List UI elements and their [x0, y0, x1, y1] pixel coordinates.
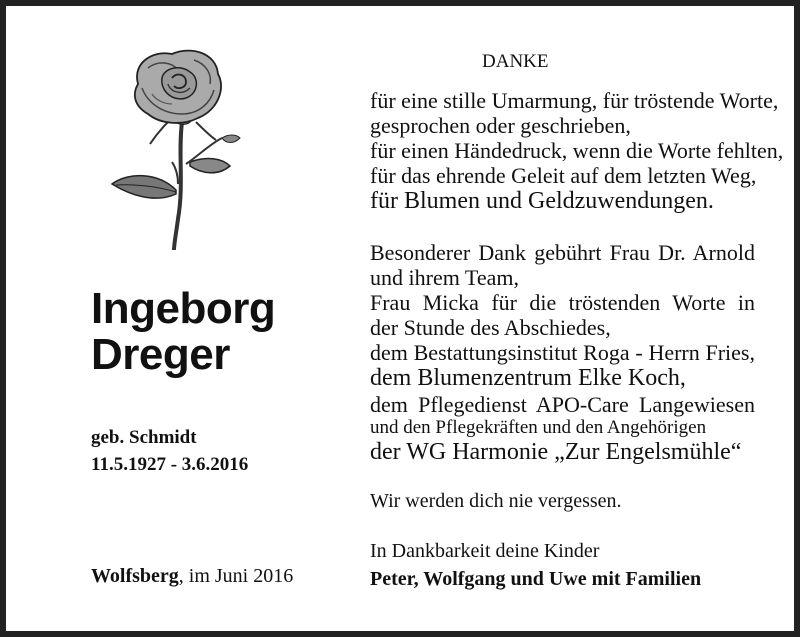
place-name: Wolfsberg: [91, 565, 179, 587]
place-date-line: [91, 565, 293, 588]
signature-line: Peter, Wolfgang und Uwe mit Familien: [370, 568, 702, 590]
text-line: und ihrem Team,: [370, 265, 519, 290]
text-line: Frau Micka für die tröstenden Worte in: [370, 290, 755, 315]
text-line: für Blumen und Geldzuwendungen.: [370, 188, 714, 214]
text-line: dem Pflegedienst APO-Care Langewiesen: [370, 392, 755, 417]
deceased-last-name: Dreger: [91, 330, 230, 379]
text-line: gesprochen oder geschrieben,: [370, 113, 631, 138]
life-dates: 11.5.1927 - 3.6.2016: [91, 454, 249, 475]
text-line: dem Bestattungsinstitut Roga - Herrn Fries,: [370, 340, 755, 365]
thanks-paragraph-2: [370, 240, 755, 466]
rose-icon: [98, 44, 248, 254]
gratitude-line: In Dankbarkeit deine Kinder: [370, 540, 600, 562]
deceased-first-name: Ingeborg: [91, 284, 276, 333]
text-line: für einen Händedruck, wenn die Worte fehlten,: [370, 138, 784, 163]
text-line: für das ehrende Geleit auf dem letzten Weg,: [370, 163, 757, 188]
thanks-paragraph-1: [370, 88, 784, 215]
text-line: der WG Harmonie „Zur Engelsmühle“: [370, 439, 742, 465]
text-line: der Stunde des Abschiedes,: [370, 315, 611, 340]
heading: DANKE: [482, 51, 549, 72]
text-line: Besonderer Dank gebührt Frau Dr. Arnold: [370, 240, 755, 265]
text-line: und den Pflegekräften und den Angehörigen: [370, 417, 707, 438]
closing-line: Wir werden dich nie vergessen.: [370, 490, 622, 512]
birth-name: geb. Schmidt: [91, 427, 197, 448]
text-line: für eine stille Umarmung, für tröstende Worte,: [370, 88, 779, 113]
text-line: dem Blumenzentrum Elke Koch,: [370, 365, 686, 391]
date-text: , im Juni 2016: [178, 565, 294, 587]
